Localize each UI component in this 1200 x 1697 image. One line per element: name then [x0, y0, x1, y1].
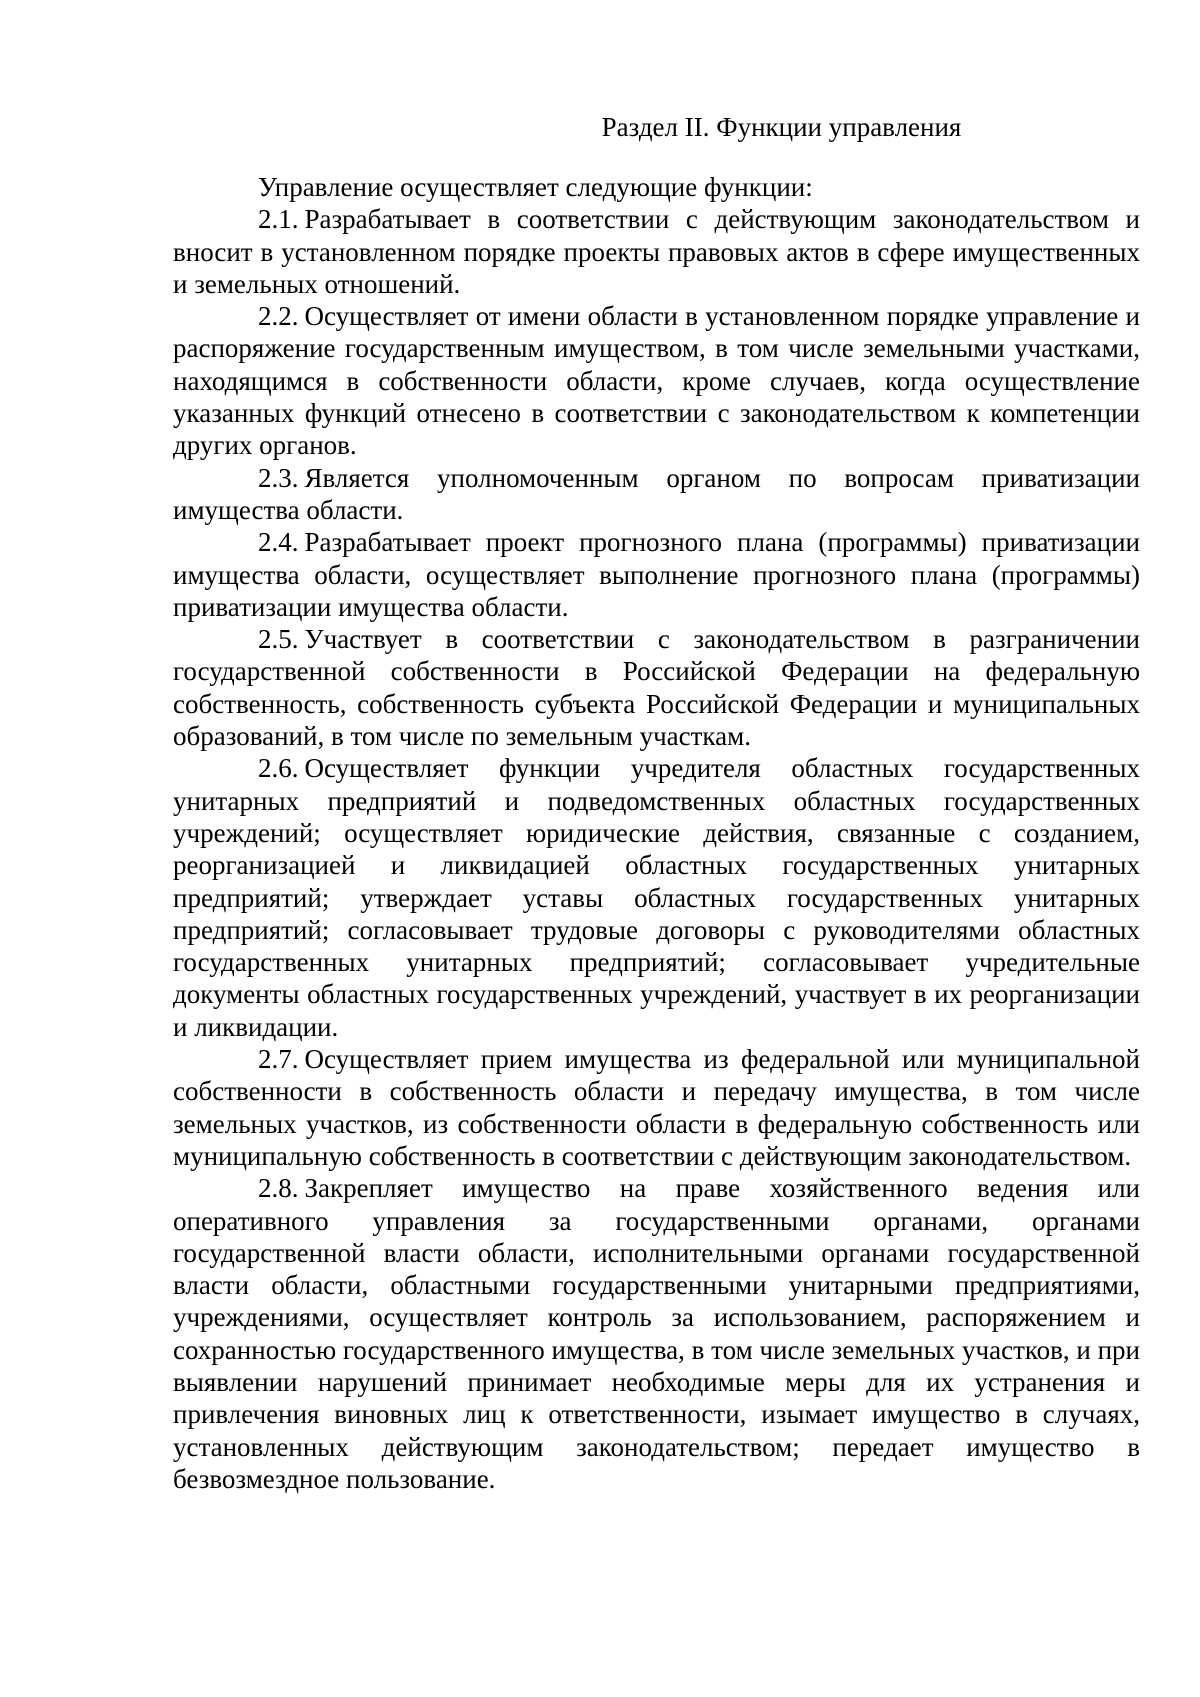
clause-2-3 [173, 462, 1140, 527]
clause-text: Осуществляет прием имущества из федеральной или муниципальной собственности в собственность области и передачу имущества, в том числе земельных участков, из собственности области в федеральную собственность или муниципальную собственность в соответствии с действующим законодательством. [173, 1044, 1140, 1171]
clause-number: 2.8. [258, 1173, 299, 1204]
clause-text: Разрабатывает в соответствии с действующим законодательством и вносит в установленном порядке проекты правовых актов в сфере имущественных и земельных отношений. [173, 204, 1140, 299]
clause-number: 2.3. [258, 462, 299, 493]
clause-number: 2.6. [258, 753, 299, 784]
document-body [173, 111, 1140, 1495]
clause-text: Является уполномоченным органом по вопросам приватизации имущества области. [173, 462, 1140, 525]
clause-text: Участвует в соответствии с законодательством в разграничении государственной собственности в Российской Федерации на федеральную собственность, собственность субъекта Российской Федерации и муниципальных образований, в том числе по земельным участкам. [173, 624, 1140, 752]
clause-number: 2.5. [258, 624, 299, 655]
clause-2-7 [173, 1043, 1140, 1172]
section-title: Раздел II. Функции управления [601, 112, 962, 142]
clause-number: 2.1. [258, 204, 299, 235]
clause-2-6 [173, 752, 1140, 1043]
clause-2-1 [173, 203, 1140, 300]
clause-2-4 [173, 526, 1140, 623]
clause-text: Осуществляет функции учредителя областных государственных унитарных предприятий и подведомственных областных государственных учреждений; осуществляет юридические действия, связанные с созданием, реорганизацией и ликвидацией областных государственных унитарных предприятий; утверждает уставы областных государственных унитарных предприятий; согласовывает трудовые договоры с руководителями областных государственных унитарных предприятий; согласовывает учредительные документы областных государственных учреждений, участвует в их реорганизации и ликвидации. [173, 753, 1140, 1042]
clause-2-5 [173, 623, 1140, 752]
clause-number: 2.7. [258, 1044, 299, 1075]
clause-2-2 [173, 300, 1140, 461]
clause-text: Осуществляет от имени области в установленном порядке управление и распоряжение государственным имуществом, в том числе земельными участками, находящимся в собственности области, кроме случаев, когда осуществление указанных функций отнесено в соответствии с законодательством к компетенции других органов. [173, 301, 1140, 461]
clause-number: 2.4. [258, 527, 299, 558]
clause-2-8 [173, 1172, 1140, 1495]
clause-number: 2.2. [258, 301, 299, 332]
clause-text: Закрепляет имущество на праве хозяйственного ведения или оперативного управления за государственными органами, органами государственной власти области, исполнительными органами государственной власти области, областными государственными унитарными предприятиями, учреждениями, осуществляет контроль за использованием, распоряжением и сохранностью государственного имущества, в том числе земельных участков, и при выявлении нарушений принимает необходимые меры для их устранения и привлечения виновных лиц к ответственности, изымает имущество в случаях, установленных действующим законодательством; передает имущество в безвозмездное пользование. [173, 1173, 1140, 1494]
intro-paragraph: Управление осуществляет следующие функции: [258, 172, 813, 202]
clause-text: Разрабатывает проект прогнозного плана (программы) приватизации имущества области, осуществляет выполнение прогнозного плана (программы) приватизации имущества области. [173, 527, 1140, 622]
